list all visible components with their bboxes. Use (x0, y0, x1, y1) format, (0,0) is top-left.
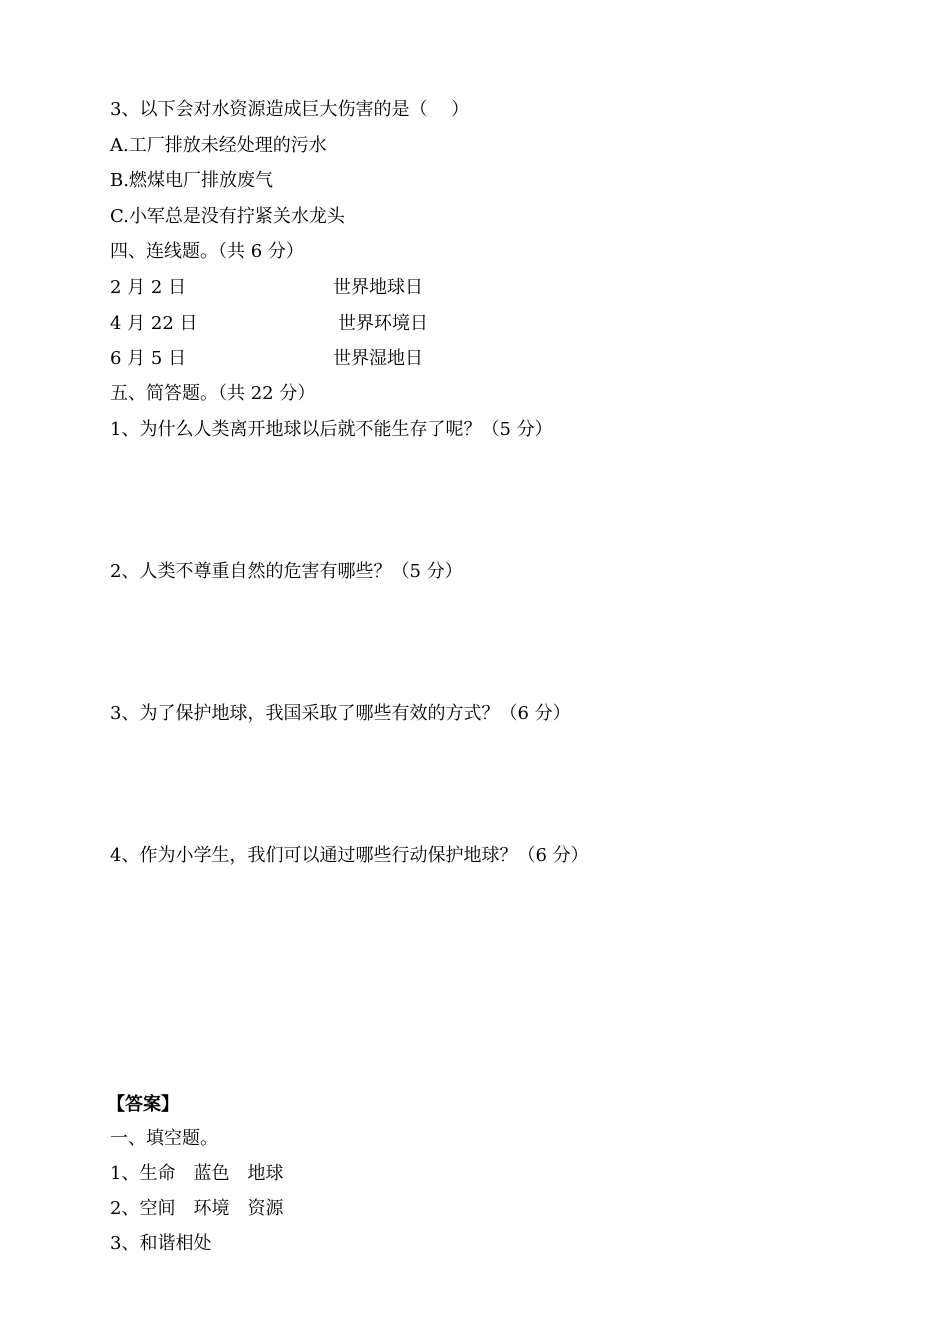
match-right-2: 世界环境日 (338, 313, 428, 334)
option-b: B.燃煤电厂排放废气 (110, 170, 273, 191)
short-question-1: 1、为什么人类离开地球以后就不能生存了呢？（5 分） (110, 419, 553, 440)
short-question-4: 4、作为小学生，我们可以通过哪些行动保护地球？（6 分） (110, 845, 589, 866)
option-a: A.工厂排放未经处理的污水 (110, 135, 327, 156)
answers-heading: 【答案】 (107, 1094, 179, 1115)
match-left-2: 4 月 22 日 (110, 313, 198, 334)
answer-item-2: 2、空间 环境 资源 (110, 1198, 284, 1219)
match-right-3: 世界湿地日 (333, 348, 423, 369)
match-left-1: 2 月 2 日 (110, 277, 187, 298)
match-right-1: 世界地球日 (333, 277, 423, 298)
match-left-3: 6 月 5 日 (110, 348, 187, 369)
short-question-2: 2、人类不尊重自然的危害有哪些？（5 分） (110, 561, 463, 582)
section-4-title: 四、连线题。（共 6 分） (110, 241, 304, 262)
short-question-3: 3、为了保护地球，我国采取了哪些有效的方式？（6 分） (110, 703, 571, 724)
option-c: C.小军总是没有拧紧关水龙头 (110, 206, 345, 227)
question-3-text: 3、以下会对水资源造成巨大伤害的是（ ） (110, 99, 470, 120)
answers-section-1-title: 一、填空题。 (110, 1128, 218, 1149)
section-5-title: 五、简答题。（共 22 分） (110, 383, 316, 404)
answer-item-3: 3、和谐相处 (110, 1233, 212, 1254)
answer-item-1: 1、生命 蓝色 地球 (110, 1163, 284, 1184)
